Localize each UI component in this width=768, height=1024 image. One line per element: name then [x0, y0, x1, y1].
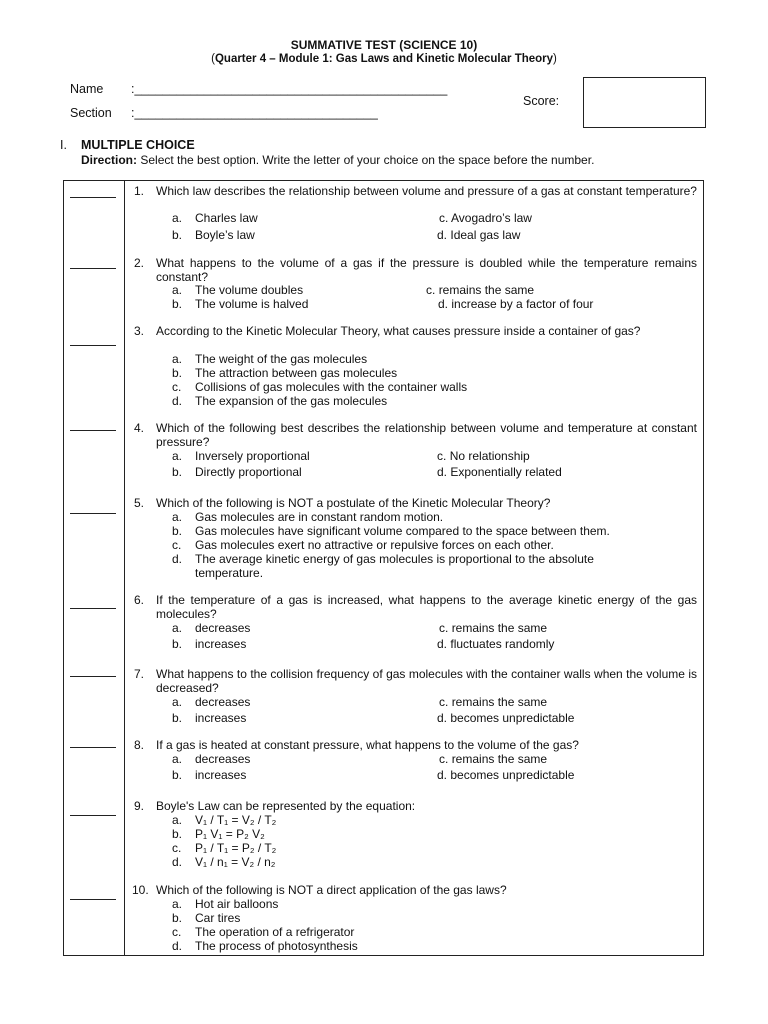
- option-c: c. P₁ / T₁ = P₂ / T₂: [172, 841, 277, 855]
- option-c: c. The operation of a refrigerator: [172, 925, 355, 939]
- option-b: b. Boyle’s law: [172, 228, 255, 242]
- question-number: 6.: [134, 593, 145, 607]
- answer-blank[interactable]: [70, 608, 116, 609]
- question-number: 3.: [134, 324, 145, 338]
- option-a: a. The weight of the gas molecules: [172, 352, 368, 366]
- option-c: c. remains the same: [426, 283, 535, 297]
- option-b: b. P₁ V₁ = P₂ V₂: [172, 827, 265, 841]
- section-title: MULTIPLE CHOICE: [81, 138, 195, 152]
- section-roman: I.: [60, 138, 67, 152]
- option-b: b. increases: [172, 711, 247, 725]
- answer-blank[interactable]: [70, 747, 116, 748]
- name-label: Name: [70, 82, 104, 96]
- option-a: a. Charles law: [172, 211, 258, 225]
- option-a: a. decreases: [172, 752, 251, 766]
- option-d: d. The expansion of the gas molecules: [172, 394, 388, 408]
- option-d: d. Exponentially related: [437, 465, 562, 479]
- answer-blank[interactable]: [70, 513, 116, 514]
- questions-table: [63, 180, 704, 956]
- answer-blank[interactable]: [70, 268, 116, 269]
- question-number: 7.: [134, 667, 145, 681]
- option-c: c. remains the same: [439, 695, 548, 709]
- question-number: 2.: [134, 256, 145, 270]
- question-text: What happens to the collision frequency of gas molecules with the container walls when the volume is decreased?: [156, 667, 697, 695]
- score-box[interactable]: [583, 77, 706, 128]
- option-d: d. Ideal gas law: [437, 228, 521, 242]
- section-heading: [60, 138, 195, 152]
- question-text: According to the Kinetic Molecular Theory, what causes pressure inside a container of gas?: [156, 324, 641, 338]
- option-d: d. The process of photosynthesis: [172, 939, 358, 953]
- direction-label: Direction:: [81, 153, 138, 167]
- option-d: d. becomes unpredictable: [437, 768, 575, 782]
- option-d: d. becomes unpredictable: [437, 711, 575, 725]
- question-text: What happens to the volume of a gas if the pressure is doubled while the temperature remains constant?: [156, 256, 697, 284]
- option-d-continued: temperature.: [195, 566, 264, 580]
- question-text: Boyle's Law can be represented by the equation:: [156, 799, 416, 813]
- section-label: Section: [70, 106, 112, 120]
- test-subtitle: [0, 53, 768, 65]
- direction-text: Select the best option. Write the letter of your choice on the space before the number.: [137, 153, 595, 167]
- question-number: 8.: [134, 738, 145, 752]
- option-a: a. Gas molecules are in constant random motion.: [172, 510, 444, 524]
- question-text: Which of the following is NOT a direct application of the gas laws?: [156, 883, 507, 897]
- option-d: d. V₁ / n₁ = V₂ / n₂: [172, 855, 276, 869]
- answer-blank[interactable]: [70, 430, 116, 431]
- option-c: c. remains the same: [439, 752, 548, 766]
- subtitle-open-paren: (: [211, 53, 215, 65]
- section-field[interactable]: :___________________________________: [131, 106, 378, 120]
- subtitle-close-paren: ): [553, 53, 557, 65]
- answer-blank[interactable]: [70, 345, 116, 346]
- answer-blank[interactable]: [70, 815, 116, 816]
- score-label: Score:: [523, 94, 560, 108]
- question-text: Which of the following is NOT a postulate of the Kinetic Molecular Theory?: [156, 496, 551, 510]
- option-c: c. remains the same: [439, 621, 548, 635]
- answer-blank[interactable]: [70, 676, 116, 677]
- answer-blank[interactable]: [70, 197, 116, 198]
- question-number: 1.: [134, 184, 145, 198]
- option-c: c. Avogadro’s law: [439, 211, 532, 225]
- option-a: a. decreases: [172, 621, 251, 635]
- option-b: b. Gas molecules have significant volume compared to the space between them.: [172, 524, 610, 538]
- option-a: a. Hot air balloons: [172, 897, 279, 911]
- question-text: Which law describes the relationship between volume and pressure of a gas at constant temperature?: [156, 184, 697, 198]
- direction: [81, 153, 594, 167]
- option-b: b. Directly proportional: [172, 465, 302, 479]
- option-d: d. fluctuates randomly: [437, 637, 555, 651]
- option-a: a. V₁ / T₁ = V₂ / T₂: [172, 813, 277, 827]
- option-d: d. The average kinetic energy of gas molecules is proportional to the absolute: [172, 552, 594, 566]
- subtitle-text: Quarter 4 – Module 1: Gas Laws and Kinetic Molecular Theory: [214, 53, 554, 65]
- option-a: a. The volume doubles: [172, 283, 304, 297]
- question-number: 10.: [132, 883, 149, 897]
- question-text: If a gas is heated at constant pressure, what happens to the volume of the gas?: [156, 738, 579, 752]
- answer-blank[interactable]: [70, 899, 116, 900]
- question-text: If the temperature of a gas is increased, what happens to the average kinetic energy of the gas molecules?: [156, 593, 697, 621]
- name-field[interactable]: :_____________________________________________: [131, 82, 448, 96]
- column-divider: [124, 181, 125, 955]
- test-title: SUMMATIVE TEST (SCIENCE 10): [290, 38, 478, 52]
- option-a: a. Inversely proportional: [172, 449, 310, 463]
- option-d: d. increase by a factor of four: [438, 297, 594, 311]
- question-number: 4.: [134, 421, 145, 435]
- option-b: b. The volume is halved: [172, 297, 309, 311]
- option-c: c. Collisions of gas molecules with the container walls: [172, 380, 468, 394]
- question-text: Which of the following best describes the relationship between volume and temperature at constant pressure?: [156, 421, 697, 449]
- option-c: c. No relationship: [437, 449, 530, 463]
- option-a: a. decreases: [172, 695, 251, 709]
- option-b: b. increases: [172, 637, 247, 651]
- question-number: 5.: [134, 496, 145, 510]
- option-b: b. The attraction between gas molecules: [172, 366, 398, 380]
- option-b: b. Car tires: [172, 911, 241, 925]
- option-b: b. increases: [172, 768, 247, 782]
- question-number: 9.: [134, 799, 145, 813]
- option-c: c. Gas molecules exert no attractive or repulsive forces on each other.: [172, 538, 554, 552]
